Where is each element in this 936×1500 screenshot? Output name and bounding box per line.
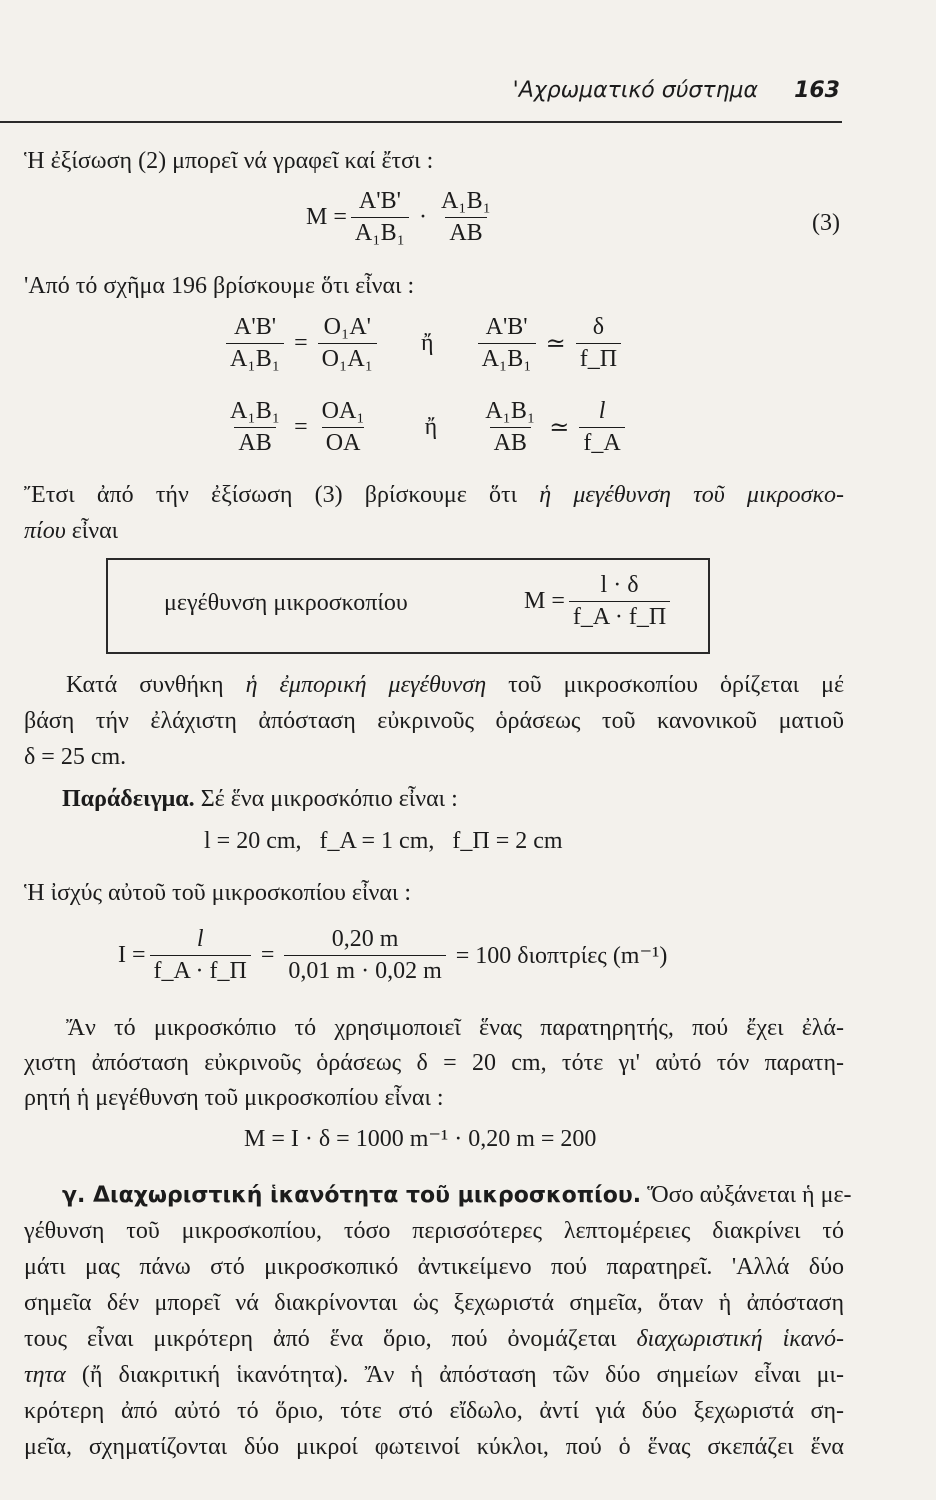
eq5-fraction-1 [226,398,284,457]
formula-box [106,558,710,654]
eq4-f3-den: A₁B₁ [478,343,536,373]
equation-3 [306,188,499,247]
paragraph-result-line-2 [24,516,844,546]
section-g-l5-a: τους εἶναι μικρότερη ἀπό ἕνα ὅριο, πού ὀνομάζεται [24,1326,617,1352]
paragraph-convention-line-2: βάση τήν ἐλάχιστη ἀπόσταση εὐκρινοῦς ὁράσεως τοῦ κανονικοῦ ματιοῦ [24,708,844,734]
paragraph-intro: Ἡ ἐξίσωση (2) μπορεῖ νά γραφεῖ καί ἔτσι : [24,148,434,174]
eq5-f3-num: A₁B₁ [485,398,536,424]
paragraph-fig196: 'Από τό σχῆμα 196 βρίσκουμε ὅτι εἶναι : [24,273,415,299]
eq4-fraction-3 [478,314,536,373]
eq3-dot: · [418,204,427,230]
eq5-approx: ≃ [549,415,570,441]
eq4-f4-num: δ [592,314,605,340]
eq5-fraction-4 [579,398,624,457]
eq4-equals: = [294,330,308,356]
eq5-fraction-2 [318,398,369,457]
p4-a: Κατά συνθήκη [66,672,224,698]
header-rule [0,121,842,123]
eq4-f3-num: A'B' [485,314,528,340]
eq7-fraction-1 [150,926,251,985]
eq7-fraction-2 [284,926,445,985]
eq7-lhs: I = [118,942,146,968]
equation-4 [222,314,625,373]
eq5-f3-den: AB [490,427,531,457]
p4-c: τοῦ μικροσκοπίου ὁρίζεται μέ [508,672,845,698]
eq3-lhs: M = [306,204,347,230]
paragraph-convention-line-3: δ = 25 cm. [24,744,127,770]
section-g-heading: γ. Διαχωριστική ἱκανότητα τοῦ μικροσκοπίου. [62,1183,642,1208]
eq3-f2-den: AB [445,217,486,247]
section-g-l6-b: (ἤ διακριτική ἱκανότητα). Ἄν ἡ ἀπόσταση τῶν δύο σημείων εἶναι μι- [81,1362,845,1388]
eq4-approx: ≃ [545,331,566,357]
section-g-l6-italic: τητα [24,1362,66,1388]
paragraph-convention-line-1 [66,670,844,700]
eq4-f1-num: A'B' [234,314,277,340]
eq3-fraction-2 [437,188,495,247]
eq3-f2-num: A₁B₁ [440,188,492,214]
eq5-equals: = [294,414,308,440]
example-text: Σέ ἕνα μικροσκόπιο εἶναι : [200,786,458,812]
eq3-f1-num: A'B' [358,188,401,214]
running-header [0,78,840,103]
paragraph-observer-line-3: ρητή ἡ μεγέθυνση τοῦ μικροσκοπίου εἶναι : [24,1085,444,1111]
section-g-line-1 [62,1180,852,1211]
paragraph-observer-line-2: χιστη ἀπόσταση εὐκρινοῦς ὁράσεως δ = 20 cm, τότε γι' αὐτό τόν παρατη- [24,1050,844,1076]
eq4-f4-den: f_Π [576,343,621,373]
section-g-line-5 [24,1324,844,1354]
eq4-f2-den: O₁A₁ [318,343,377,373]
example-line [62,784,882,814]
eq5-f4-num: l [598,398,606,424]
example-label: Παράδειγμα. [62,786,195,812]
eq7-f1-num: l [196,926,204,952]
equation-7 [118,926,673,985]
section-g-line-7: κρότερη ἀπό αὐτό τό ὅριο, τότε στό εἴδωλο, ἀντί γιά δύο ξεχωριστά ση- [24,1398,844,1424]
eq4-f1-den: A₁B₁ [226,343,284,373]
eq3-label: (3) [812,210,840,236]
page-number: 163 [794,78,840,103]
eq7-rhs: = 100 διοπτρίες (m⁻¹) [455,943,668,969]
box-formula [524,572,674,631]
section-g-line-8: μεῖα, σχηματίζονται δύο μικροί φωτεινοί κύκλοι, πού ὁ ἕνας σκεπάζει ἕνα [24,1434,844,1460]
eq4-fraction-4 [576,314,621,373]
box-num: l · δ [600,572,639,598]
chapter-title: 'Αχρωματικό σύστημα [512,78,759,103]
box-den: f_A · f_Π [569,601,670,631]
eq4-fraction-2 [318,314,377,373]
eq4-or: ἤ [421,330,434,356]
eq4-fraction-1 [226,314,284,373]
section-g-line-6 [24,1360,844,1390]
section-g-l1-rest: Ὅσο αὐξάνεται ἡ με- [647,1182,852,1208]
eq4-f2-num: O₁A' [323,314,371,340]
eq7-f1-den: f_A · f_Π [150,955,251,985]
eq5-fraction-3 [481,398,539,457]
section-g-line-3: μάτι μας πάνω στό μικροσκοπικό ἀντικείμενο πού παρατηρεῖ. 'Αλλά δύο [24,1254,844,1280]
eq3-fraction-1 [351,188,409,247]
equation-6: l = 20 cm, f_A = 1 cm, f_Π = 2 cm [204,828,563,854]
eq3-f1-den: A₁B₁ [351,217,409,247]
paragraph-result-line-1 [24,480,844,510]
eq7-equals: = [260,942,275,968]
eq5-f2-den: OA [322,427,365,457]
equation-5 [222,398,629,457]
p4-italic: ἡ ἐμπορική μεγέθυνση [245,672,487,698]
eq5-or: ἤ [424,414,438,440]
section-g-line-4: σημεῖα δέν μπορεῖ νά διακρίνονται ὡς ξεχωριστά σημεῖα, ὅταν ἡ ἀπόσταση [24,1290,844,1316]
eq5-f1-den: AB [234,427,275,457]
equation-8: M = I · δ = 1000 m⁻¹ · 0,20 m = 200 [244,1126,597,1152]
eq7-f2-num: 0,20 m [331,926,399,952]
paragraph-power: Ἡ ἰσχύς αὐτοῦ τοῦ μικροσκοπίου εἶναι : [24,880,412,906]
eq5-f1-num: A₁B₁ [230,398,281,424]
section-g-line-2: γέθυνση τοῦ μικροσκοπίου, τόσο περισσότερες λεπτομέρειες διακρίνει τό [24,1218,844,1244]
eq7-f2-den: 0,01 m · 0,02 m [284,955,445,985]
box-lhs: M = [524,588,565,614]
p3-italic-2: πίου [24,518,66,544]
section-g-l5-italic: διαχωριστική ἱκανό- [636,1326,844,1352]
p3-italic: ἡ μεγέθυνση τοῦ μικροσκο- [539,482,845,508]
eq5-f2-num: OA₁ [321,398,365,424]
eq5-f4-den: f_A [579,427,624,457]
p3-text: Ἔτσι ἀπό τήν ἐξίσωση (3) βρίσκουμε ὅτι [24,482,518,508]
paragraph-observer-line-1: Ἄν τό μικροσκόπιο τό χρησιμοποιεῖ ἕνας παρατηρητής, πού ἔχει ἐλά- [66,1015,844,1041]
box-label: μεγέθυνση μικροσκοπίου [164,590,408,616]
box-fraction [569,572,670,631]
p3-text-2: εἶναι [71,518,119,544]
